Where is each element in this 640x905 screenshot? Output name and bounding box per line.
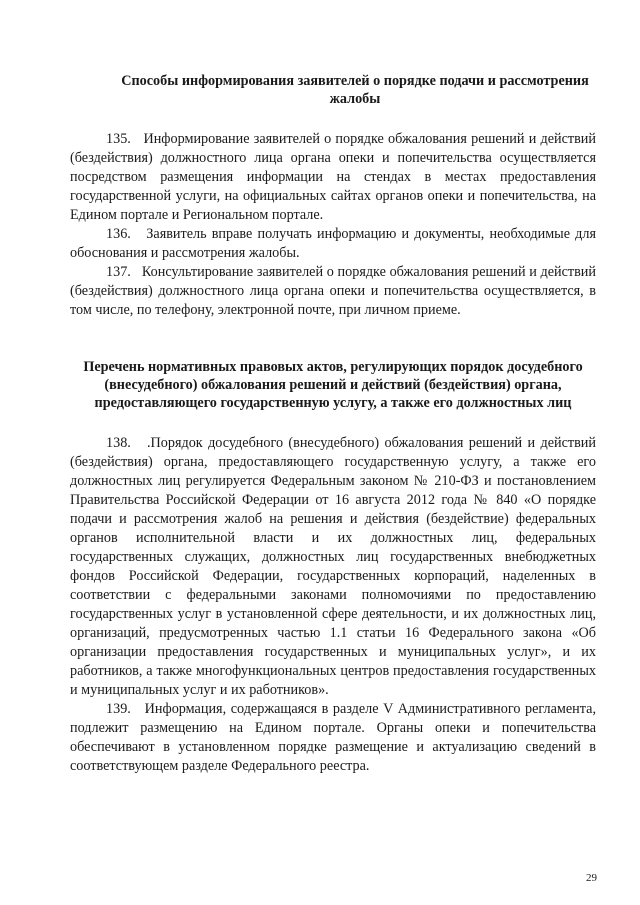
paragraph-139: 139. Информация, содержащаяся в разделе V Административного регламента, подлежит размещению на Едином портале. Органы опеки и попечительства обеспечивают в установленном порядке размещение и актуализацию сведений в соответствующем разделе Федерального реестра. — [70, 701, 596, 774]
paragraph-138: 138. .Порядок досудебного (внесудебного) обжалования решений и действий (бездействия) органа, предоставляющего государственную услугу, а также его должностных лиц регулируется Федеральным законом № 210-ФЗ и постановлением Правительства Российской Федерации от 16 августа 2012 года № 840 «О порядке подачи и рассмотрения жалоб на решения и действия (бездействие) федеральных органов исполнительной власти и их должностных лиц, федеральных государственных служащих, должностных лиц государственных внебюджетных фондов Российской Федерации, государственных корпораций, наделенных в соответствии с федеральными законами полномочиями по предоставлению государственных услуг в установленной сфере деятельности, и их должностных лиц, организаций, предусмотренных частью 1.1 статьи 16 Федерального закона «Об организации предоставления государственных и муниципальных услуг», и их работников, а также многофункциональных центров предоставления государственных и муниципальных услуг и их работников». — [70, 435, 596, 698]
paragraph-135: 135. Информирование заявителей о порядке обжалования решений и действий (бездействия) должностного лица органа опеки и попечительства осуществляется посредством размещения информации на стендах в местах предоставления государственной услуги, на официальных сайтах органов опеки и попечительства, на Едином портале и Региональном портале. — [70, 131, 596, 223]
section-heading-complaint-info: Способы информирования заявителей о порядке подачи и рассмотрения жалобы — [121, 73, 589, 107]
page-number: 29 — [586, 872, 597, 884]
paragraph-137: 137. Консультирование заявителей о порядке обжалования решений и действий (бездействия) должностного лица органа опеки и попечительства осуществляется, в том числе, по телефону, электронной почте, при личном приеме. — [70, 264, 596, 318]
section-heading-legal-acts: Перечень нормативных правовых актов, регулирующих порядок досудебного (внесудебного) обжалования решений и действий (бездействия) органа, предоставляющего государственную услугу, а также его должностных лиц — [83, 359, 583, 411]
document-body — [70, 72, 596, 776]
section-complaint-info — [70, 130, 596, 320]
section-legal-acts — [70, 434, 596, 776]
paragraph-136: 136. Заявитель вправе получать информацию и документы, необходимые для обоснования и рассмотрения жалобы. — [70, 226, 596, 261]
